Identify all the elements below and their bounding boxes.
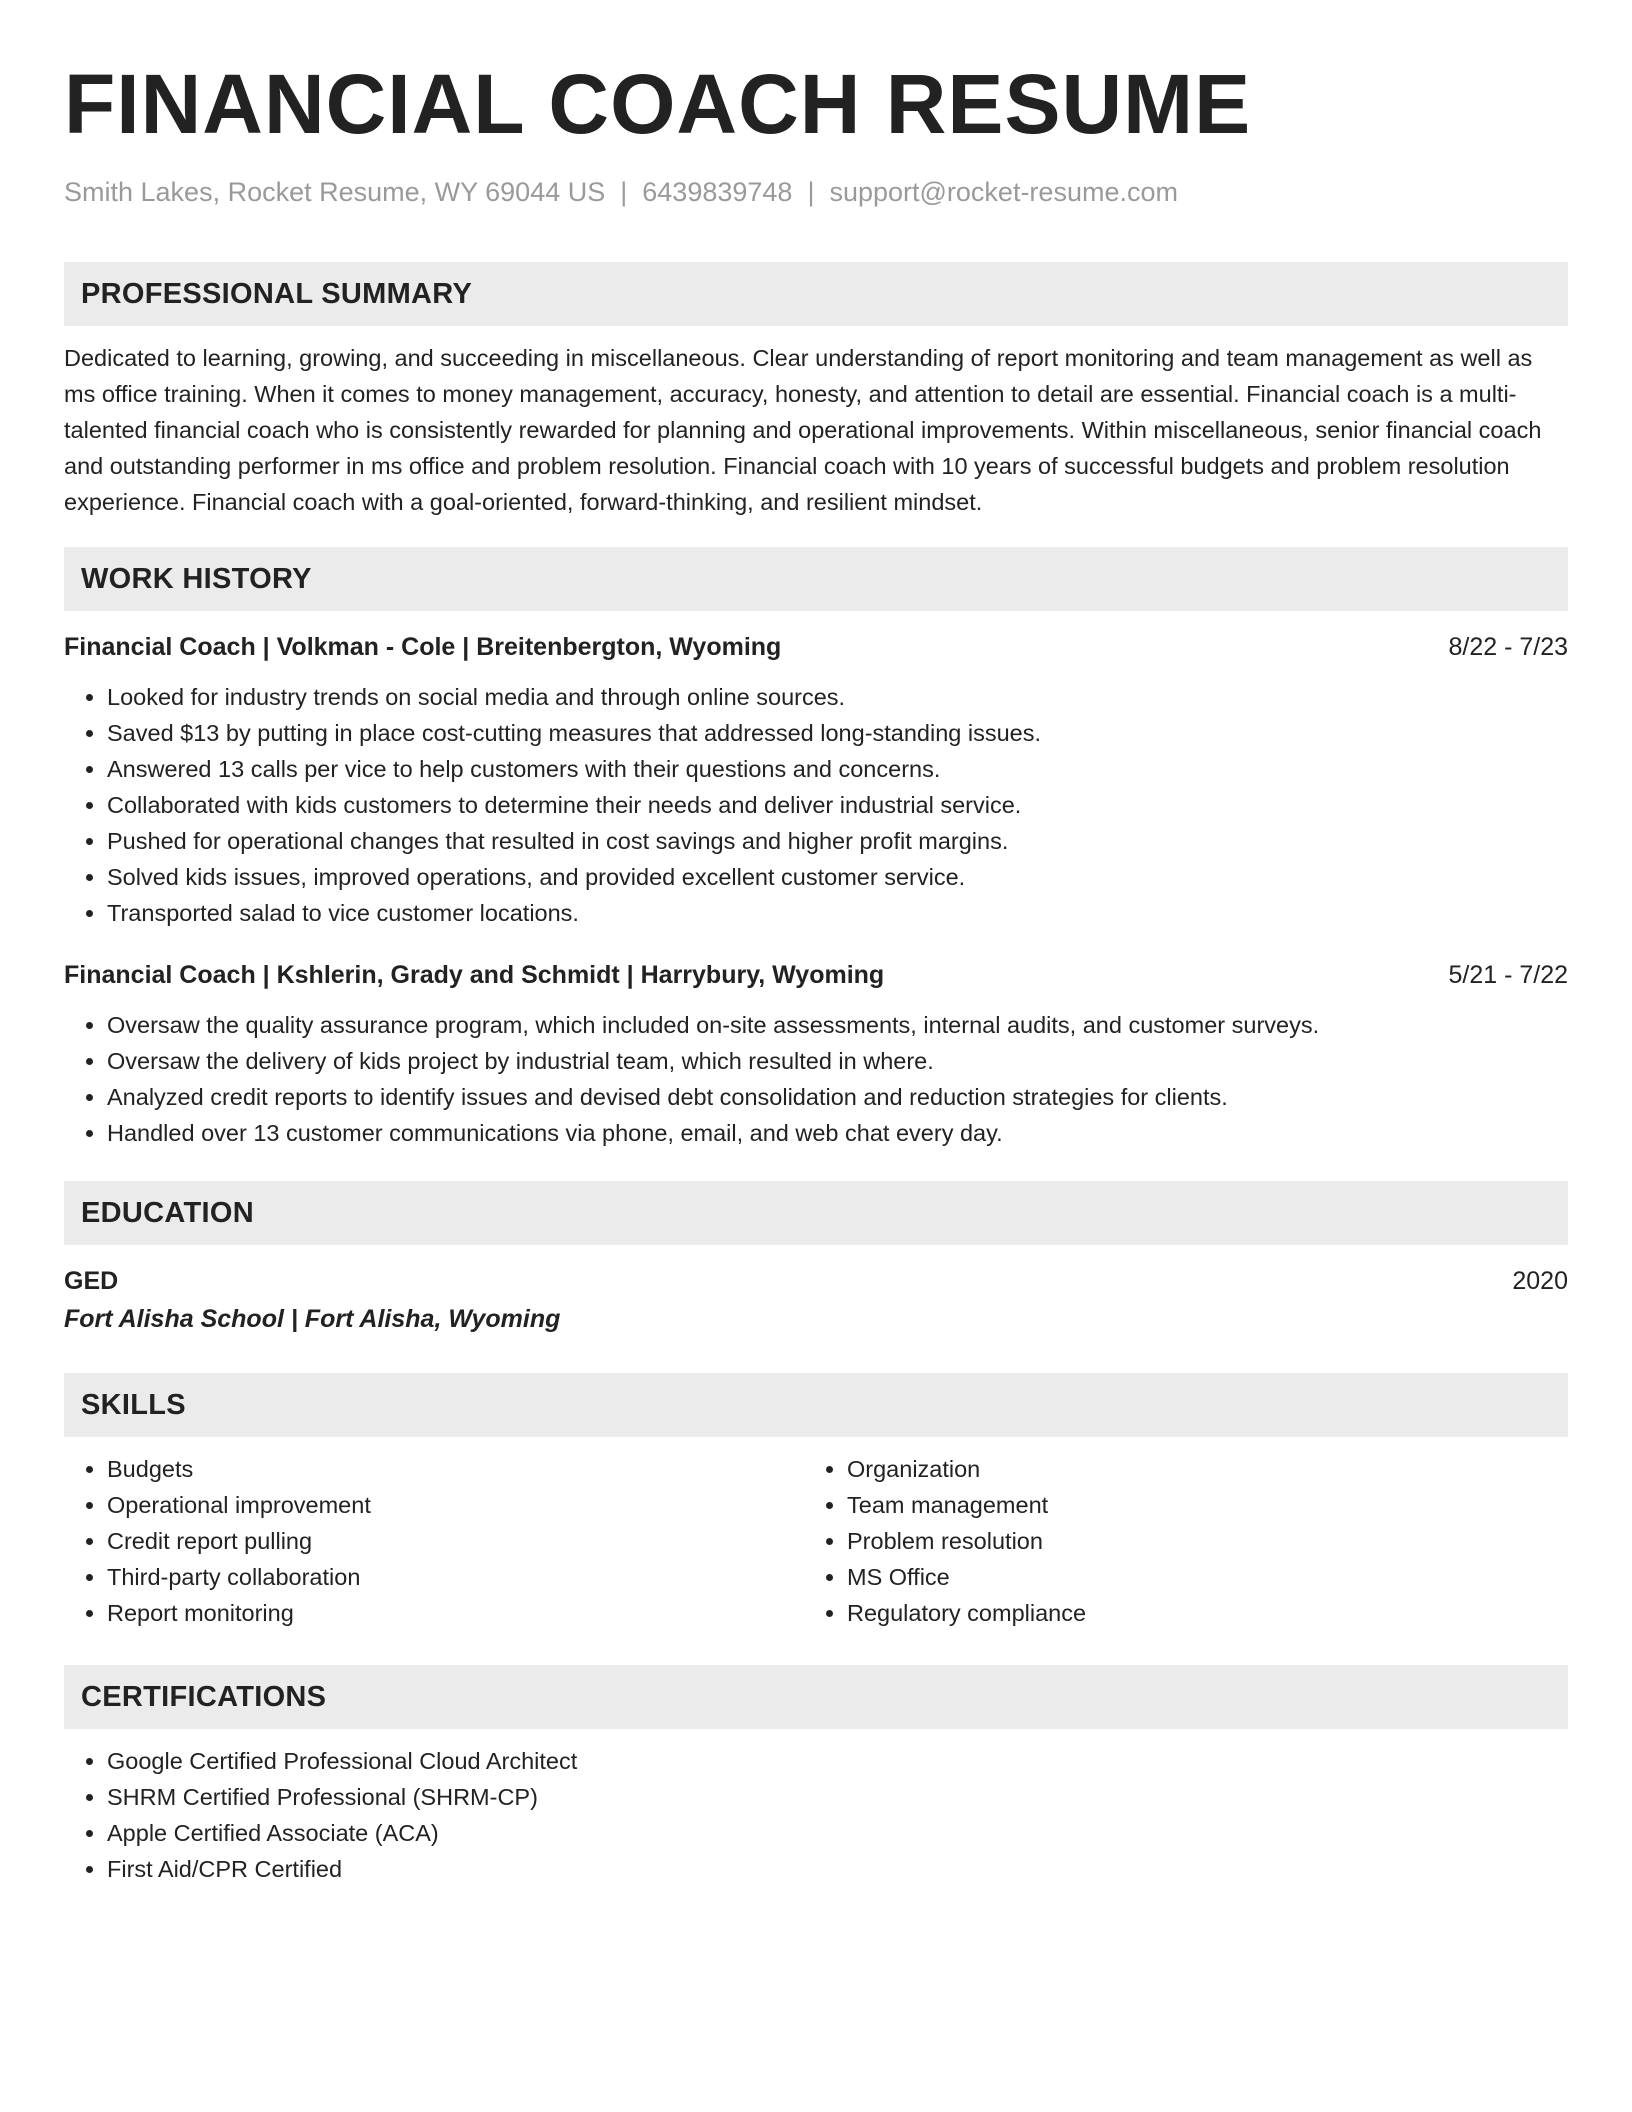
certification-item: • Google Certified Professional Cloud Architect (107, 1743, 1568, 1779)
contact-separator: | (620, 177, 628, 207)
section-heading-certifications: CERTIFICATIONS (64, 1665, 1568, 1729)
job-bullet: • Saved $13 by putting in place cost-cutting measures that addressed long-standing issues. (107, 715, 1568, 751)
job-header (64, 957, 1568, 993)
skills-list-right (804, 1451, 1544, 1631)
job-bullet: • Answered 13 calls per vice to help customers with their questions and concerns. (107, 751, 1568, 787)
education-year: 2020 (1512, 1267, 1568, 1295)
job-title-line: Financial Coach | Volkman - Cole | Breitenbergton, Wyoming (64, 633, 782, 661)
job-bullet: • Transported salad to vice customer locations. (107, 895, 1568, 931)
education-header (64, 1263, 1568, 1299)
education-entry (64, 1263, 1568, 1337)
skills-list-left (64, 1451, 804, 1631)
education-school: Fort Alisha School | Fort Alisha, Wyoming (64, 1305, 561, 1333)
job-entry (64, 629, 1568, 931)
job-bullet: • Oversaw the delivery of kids project by industrial team, which resulted in where. (107, 1043, 1568, 1079)
skill-item: • Problem resolution (847, 1523, 1544, 1559)
certifications-list (64, 1743, 1568, 1887)
skill-item: • MS Office (847, 1559, 1544, 1595)
job-bullet: • Pushed for operational changes that resulted in cost savings and higher profit margins. (107, 823, 1568, 859)
summary-text: Dedicated to learning, growing, and succeeding in miscellaneous. Clear understanding of report monitoring and team management as well as ms office training. When it comes to money management, accuracy, honesty, and attention to detail are essential. Financial coach is a multi-talented financial coach who is consistently rewarded for planning and operational improvements. Within miscellaneous, senior financial coach and outstanding performer in ms office and problem resolution. Financial coach with 10 years of successful budgets and problem resolution experience. Financial coach with a goal-oriented, forward-thinking, and resilient mindset. (64, 345, 1542, 515)
job-dates: 5/21 - 7/22 (1448, 961, 1568, 989)
skill-item: • Budgets (107, 1451, 804, 1487)
contact-email: support@rocket-resume.com (829, 177, 1178, 207)
job-bullets (64, 1007, 1568, 1151)
skill-item: • Third-party collaboration (107, 1559, 804, 1595)
section-heading-work-history: WORK HISTORY (64, 547, 1568, 611)
skill-item: • Report monitoring (107, 1595, 804, 1631)
section-heading-summary: PROFESSIONAL SUMMARY (64, 262, 1568, 326)
skill-item: • Organization (847, 1451, 1544, 1487)
skill-item: • Regulatory compliance (847, 1595, 1544, 1631)
skill-item: • Team management (847, 1487, 1544, 1523)
skills-columns (64, 1451, 1568, 1631)
job-bullet: • Collaborated with kids customers to determine their needs and deliver industrial service. (107, 787, 1568, 823)
section-heading-skills: SKILLS (64, 1373, 1568, 1437)
certification-item: • First Aid/CPR Certified (107, 1851, 1568, 1887)
job-dates: 8/22 - 7/23 (1448, 633, 1568, 661)
contact-line (64, 174, 1568, 210)
contact-address: Smith Lakes, Rocket Resume, WY 69044 US (64, 177, 606, 207)
job-bullet: • Handled over 13 customer communications via phone, email, and web chat every day. (107, 1115, 1568, 1151)
job-title-line: Financial Coach | Kshlerin, Grady and Schmidt | Harrybury, Wyoming (64, 961, 885, 989)
section-heading-education: EDUCATION (64, 1181, 1568, 1245)
job-bullet: • Solved kids issues, improved operations, and provided excellent customer service. (107, 859, 1568, 895)
job-header (64, 629, 1568, 665)
job-bullets (64, 679, 1568, 931)
resume-title: FINANCIAL COACH RESUME (64, 57, 1252, 151)
certification-item: • Apple Certified Associate (ACA) (107, 1815, 1568, 1851)
job-entry (64, 957, 1568, 1151)
job-bullet: • Looked for industry trends on social media and through online sources. (107, 679, 1568, 715)
certification-item: • SHRM Certified Professional (SHRM-CP) (107, 1779, 1568, 1815)
contact-separator: | (807, 177, 815, 207)
education-degree: GED (64, 1267, 119, 1295)
skill-item: • Operational improvement (107, 1487, 804, 1523)
job-bullet: • Oversaw the quality assurance program, which included on-site assessments, internal audits, and customer surveys. (107, 1007, 1568, 1043)
job-bullet: • Analyzed credit reports to identify issues and devised debt consolidation and reduction strategies for clients. (107, 1079, 1568, 1115)
contact-phone: 6439839748 (642, 177, 793, 207)
skill-item: • Credit report pulling (107, 1523, 804, 1559)
